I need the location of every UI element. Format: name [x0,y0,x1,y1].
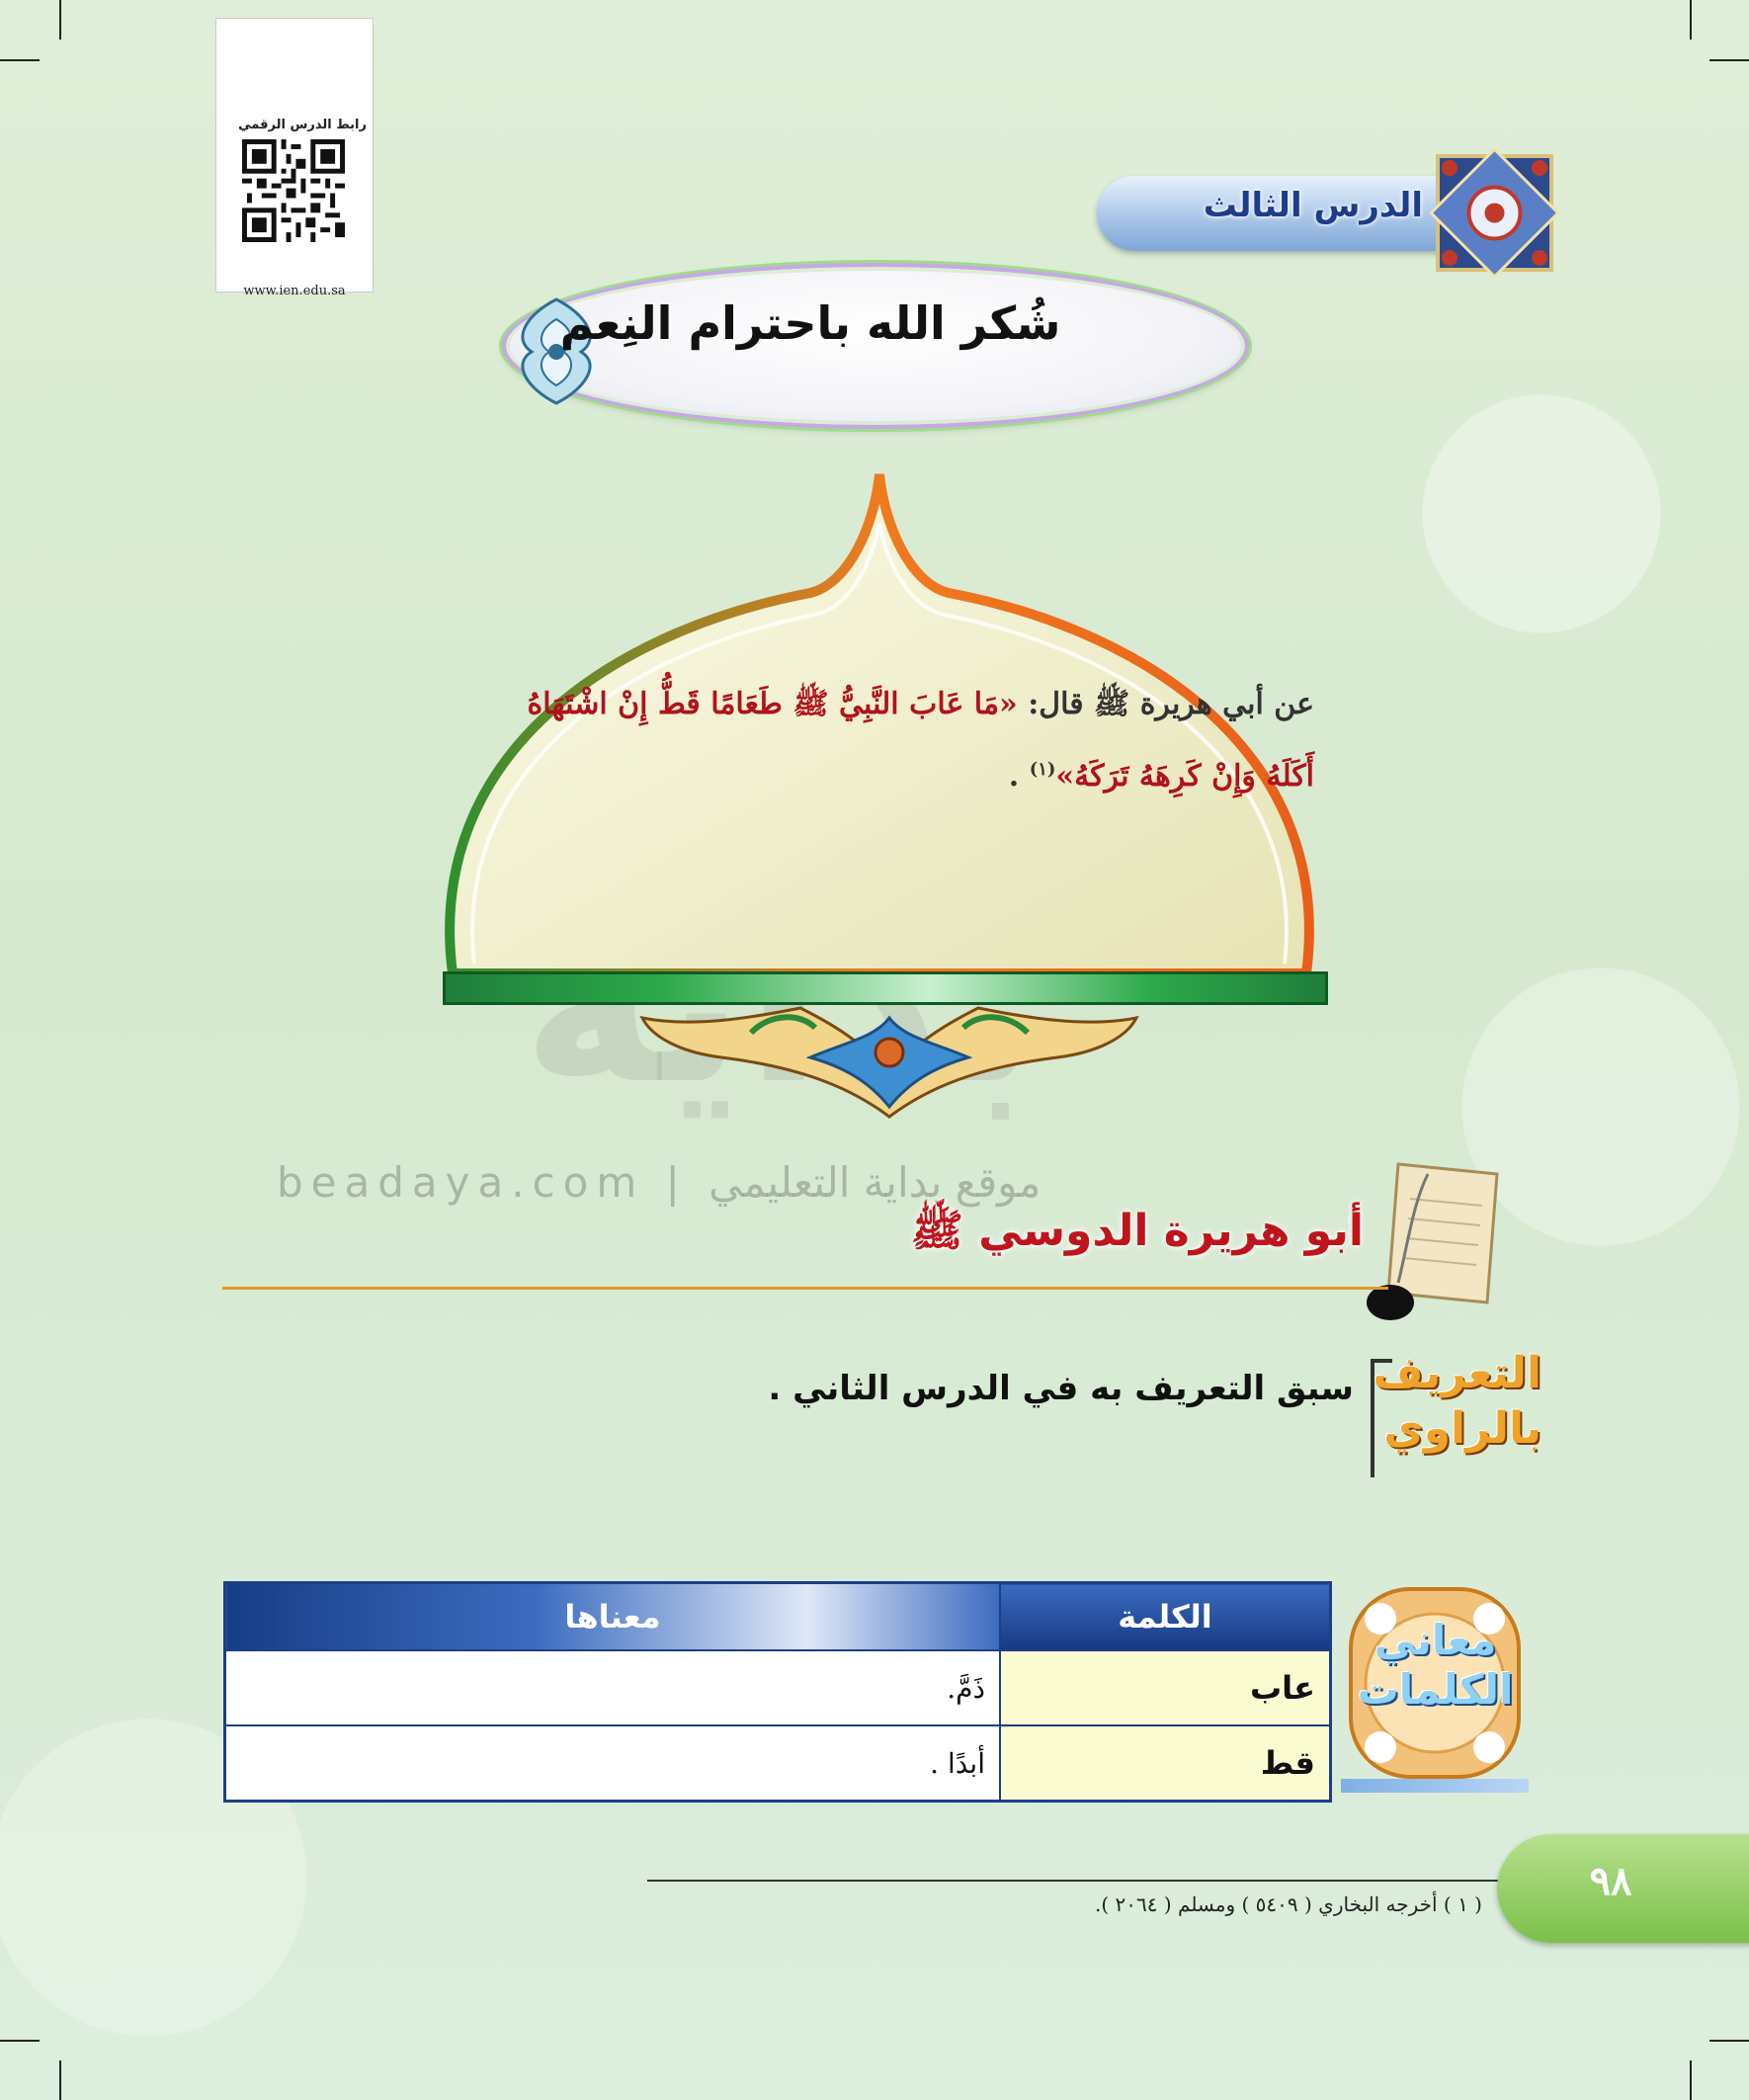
hadith-quote: «مَا عَابَ النَّبِيُّ ﷺ طَعَامًا قَطُّ إِنْ اشْتَهَاهُ أَكَلَهُ وَإِنْ كَرِهَهُ تَرَكَهُ» [527,687,1314,794]
narrator-label-line2: بالراوي [1383,1403,1541,1454]
crop-mark [0,2040,40,2042]
crop-mark [1709,59,1749,61]
header-meaning: معناها [225,1583,1001,1651]
qr-label: رابط الدرس الرقمي [238,118,367,132]
narrator-section-label [1373,1346,1541,1457]
star-ornament-icon [1428,146,1561,280]
lesson-title: شُكر الله باحترام النِعم [559,296,1061,350]
table-header-row [225,1583,1331,1651]
table-row [225,1725,1331,1802]
word-cell: قط [1000,1725,1331,1802]
narrator-description: سبق التعريف به في الدرس الثاني . [768,1369,1354,1408]
lesson-number-label: الدرس الثالث [1203,186,1423,225]
narrator-label-line1: التعريف [1373,1348,1541,1398]
word-cell: عاب [1000,1650,1331,1725]
crop-mark [1690,2060,1692,2100]
hadith-text [474,672,1314,809]
crop-mark [0,59,40,61]
words-label-line2: الكلمات [1357,1665,1514,1714]
table-row [225,1650,1331,1725]
scroll-quill-icon [1359,1154,1517,1322]
qr-panel[interactable] [215,18,374,298]
page-number: ٩٨ [1589,1858,1632,1904]
hadith-intro: عن أبي هريرة ﷺ قال: [1017,687,1314,721]
words-label-line1: معاني [1374,1616,1497,1664]
hadith-end: . [1008,759,1030,794]
meaning-cell: ذَمَّ. [225,1650,1001,1725]
watermark-subtitle: beadaya.com | موقع بداية التعليمي [277,1158,1041,1207]
crop-mark [1690,0,1692,40]
section-divider [222,1287,1388,1290]
crop-mark [1709,2040,1749,2042]
header-word: الكلمة [1000,1583,1331,1651]
crop-mark [59,0,61,40]
word-meanings-label [1344,1616,1527,1715]
footnote-ref[interactable]: (١) [1029,759,1056,780]
qr-code-icon[interactable] [242,139,345,242]
floral-ornament-icon [632,998,1146,1127]
crop-mark [59,2060,61,2100]
word-meanings-table [223,1581,1332,1803]
label-stripe [1341,1779,1529,1793]
footnote-rule [647,1880,1512,1882]
qr-url[interactable]: www.ien.edu.sa [243,284,346,298]
meaning-cell: أبدًا . [225,1725,1001,1802]
footnote: ( ١ ) أخرجه البخاري ( ٥٤٠٩ ) ومسلم ( ٢٠٦٤ ). [1094,1892,1482,1916]
narrator-name: أبو هريرة الدوسي ﷺ [910,1206,1364,1256]
